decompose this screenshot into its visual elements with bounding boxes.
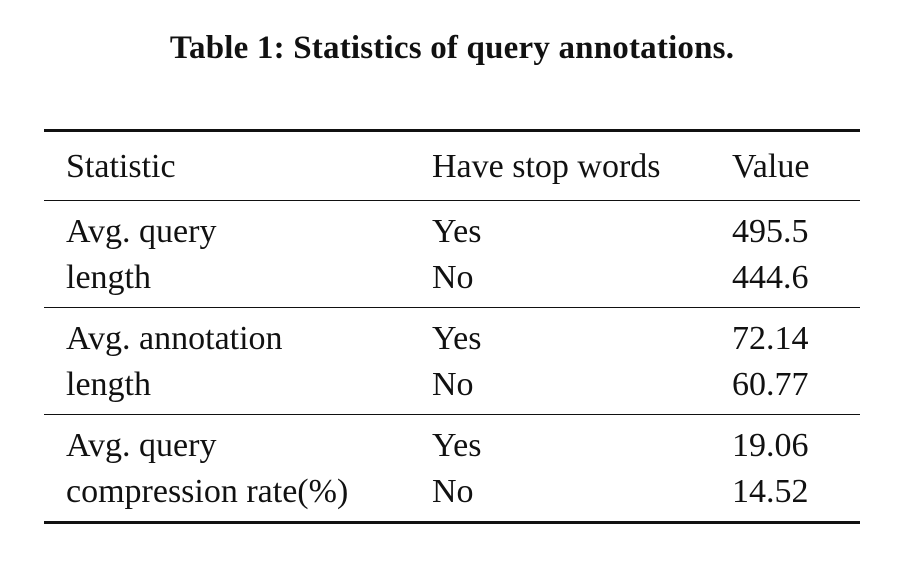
stop-words-cell	[432, 308, 732, 415]
table-header-row	[44, 131, 860, 201]
value-yes: 19.06	[732, 427, 809, 464]
value-yes: 495.5	[732, 213, 809, 250]
stop-words-no: No	[432, 366, 474, 403]
value-no: 444.6	[732, 259, 809, 296]
statistic-line: Avg. query	[66, 427, 217, 464]
table-row-avg-query-length	[44, 201, 860, 308]
stop-words-yes: Yes	[432, 427, 482, 464]
stop-words-yes: Yes	[432, 213, 482, 250]
stop-words-cell	[432, 201, 732, 308]
header-have-stop-words: Have stop words	[432, 131, 732, 201]
statistic-line: Avg. query	[66, 213, 217, 250]
statistics-table	[44, 129, 860, 524]
statistic-line: length	[66, 259, 151, 296]
statistics-table-container	[44, 129, 860, 524]
table-row-avg-query-compression-rate	[44, 415, 860, 523]
stop-words-no: No	[432, 473, 474, 510]
stop-words-cell	[432, 415, 732, 523]
stop-words-no: No	[432, 259, 474, 296]
stop-words-yes: Yes	[432, 320, 482, 357]
statistic-line: length	[66, 366, 151, 403]
statistic-line: Avg. annotation	[66, 320, 283, 357]
value-no: 14.52	[732, 473, 809, 510]
table-row-avg-annotation-length	[44, 308, 860, 415]
statistic-cell	[44, 201, 432, 308]
value-no: 60.77	[732, 366, 809, 403]
table-caption: Table 1: Statistics of query annotations.	[169, 30, 735, 66]
value-cell	[732, 308, 860, 415]
header-statistic: Statistic	[44, 131, 432, 201]
statistic-cell	[44, 308, 432, 415]
value-cell	[732, 415, 860, 523]
statistic-line: compression rate(%)	[66, 473, 349, 510]
value-cell	[732, 201, 860, 308]
statistic-cell	[44, 415, 432, 523]
value-yes: 72.14	[732, 320, 809, 357]
header-value: Value	[732, 131, 860, 201]
